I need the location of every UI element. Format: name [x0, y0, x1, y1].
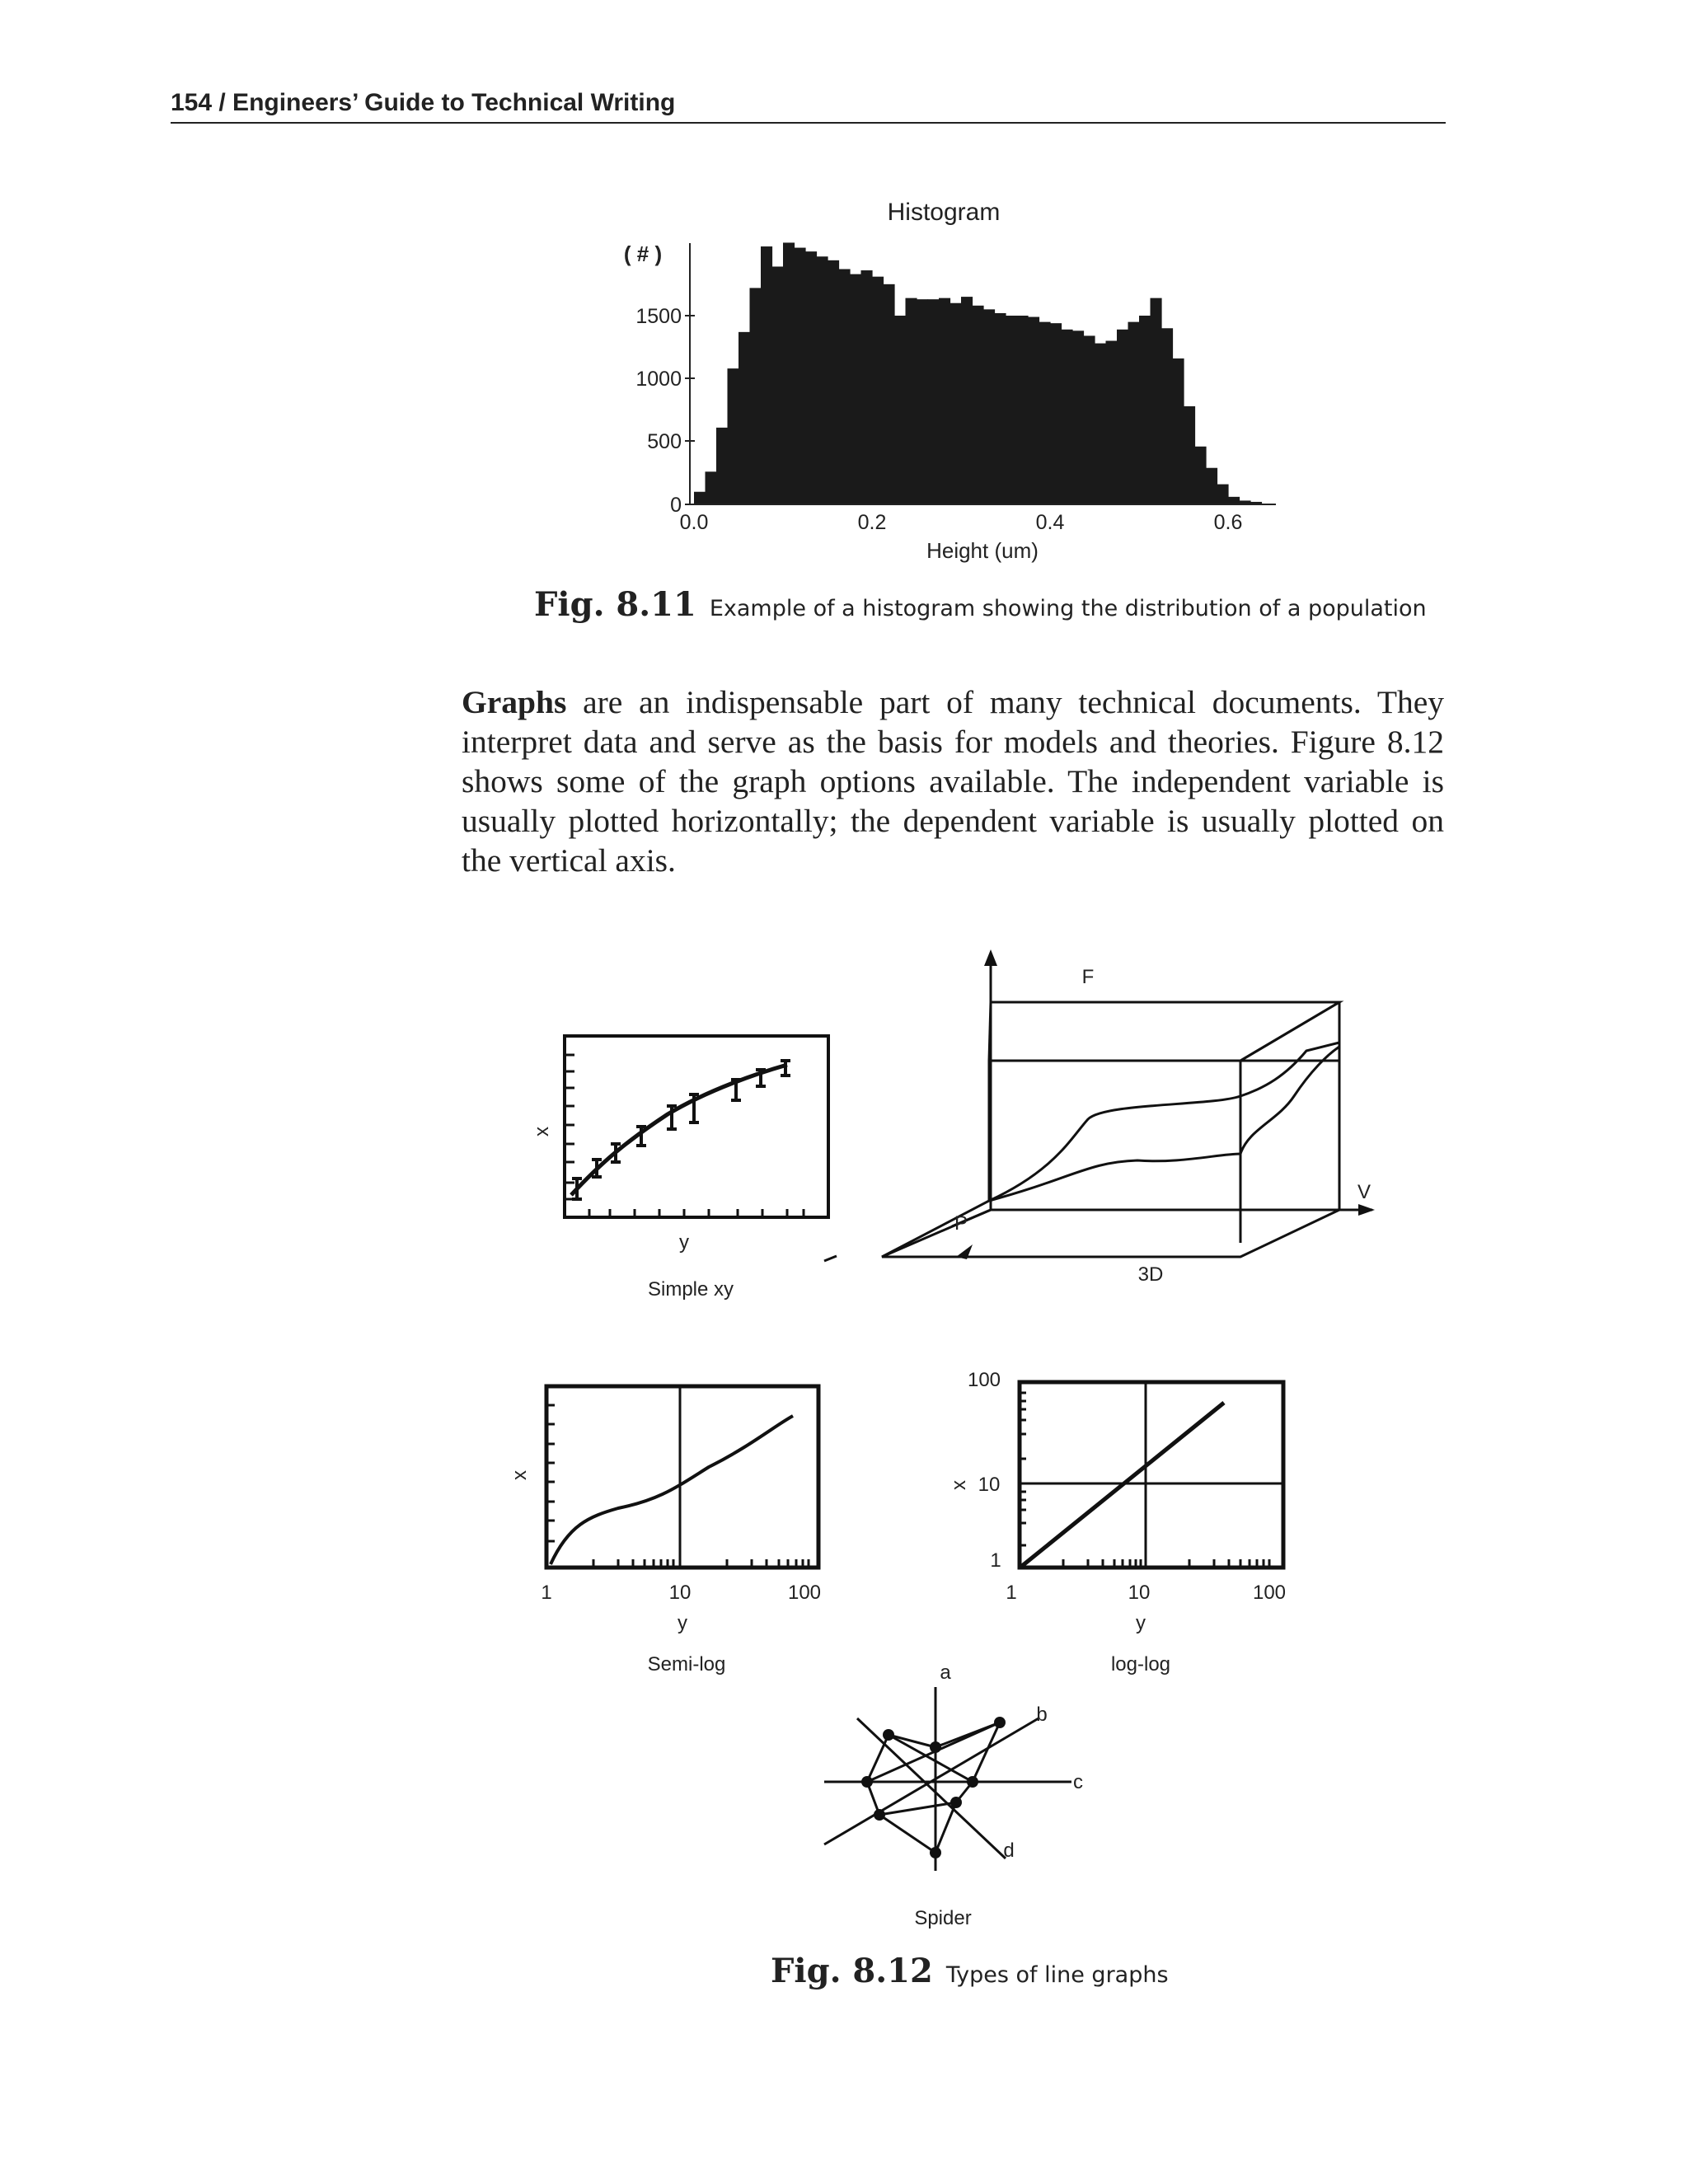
histogram-bar	[850, 274, 861, 504]
histogram-bar	[1039, 322, 1051, 504]
histogram-bar	[884, 284, 895, 504]
histogram-y-unit: ( # )	[623, 241, 663, 266]
log-log-y-label: x	[948, 1480, 970, 1490]
log-log-graph	[948, 1369, 1286, 1675]
histogram-x-tick-label: 0.6	[1213, 511, 1243, 534]
three-d-cube	[991, 1002, 1339, 1109]
histogram-y-ticks	[635, 305, 695, 517]
histogram-bar	[995, 313, 1006, 504]
histogram-bar	[1017, 316, 1029, 504]
histogram-bar	[795, 248, 806, 504]
semi-log-x-tick: 1	[541, 1582, 552, 1604]
three-d-back-face	[991, 1061, 1339, 1210]
histogram-bar	[783, 242, 795, 504]
histogram-title: Histogram	[887, 199, 1001, 226]
paragraph-text: are an indispensable part of many technical documents. They interpret data and serve as the basis for models and theories. Figure 8.12 shows some of the graph options available. The independent variable is usually plotted horizontally; the dependent variable is usually plotted on the vertical axis.	[462, 684, 1444, 879]
log-log-x-tick: 100	[1252, 1582, 1287, 1604]
histogram-bar	[1206, 468, 1217, 504]
page-header	[171, 82, 1446, 124]
simple-xy-error-bars	[572, 1061, 790, 1199]
histogram-bar	[1095, 344, 1106, 504]
spider-graph	[824, 1661, 1083, 1929]
histogram-x-ticks	[680, 511, 1243, 534]
histogram-bar	[1084, 335, 1095, 504]
histogram-bar	[1128, 322, 1140, 504]
histogram-bar	[1151, 298, 1162, 504]
histogram-bar	[761, 246, 772, 504]
three-d-box	[989, 1061, 1339, 1210]
spider-axes	[824, 1687, 1071, 1871]
three-d-wireframe	[882, 1002, 1339, 1257]
histogram-bar	[861, 270, 873, 504]
simple-xy-graph	[531, 1036, 828, 1301]
histogram-bar	[1173, 359, 1184, 504]
histogram-bars	[694, 242, 1262, 504]
semi-log-frame	[546, 1386, 818, 1568]
histogram-bar	[750, 288, 762, 504]
histogram-bar	[872, 277, 884, 504]
three-d-bottom	[882, 1210, 1339, 1257]
log-log-frame	[1020, 1382, 1283, 1568]
log-log-y-tick: 100	[967, 1369, 1001, 1391]
histogram-bar	[1217, 485, 1229, 504]
spider-axis-b: b	[1036, 1704, 1048, 1726]
histogram-x-tick-label: 0.2	[857, 511, 887, 534]
spider-axis-c: c	[1073, 1771, 1083, 1793]
simple-xy-y-label: x	[531, 1127, 553, 1137]
log-log-y-tick: 1	[990, 1549, 1001, 1572]
histogram-y-tick-label: 1500	[635, 305, 682, 328]
histogram-bar	[1062, 330, 1073, 504]
histogram-bar	[828, 260, 839, 504]
line-graph-types-figure	[495, 931, 1426, 1945]
graphs-paragraph	[462, 682, 1444, 880]
histogram-bar	[1228, 497, 1240, 504]
histogram-chart	[593, 185, 1302, 573]
log-log-x-tick: 10	[1128, 1582, 1151, 1604]
semi-log-y-label: x	[509, 1470, 531, 1480]
fig-8-11-text: Example of a histogram showing the distribution of a population	[709, 596, 1427, 621]
histogram-bar	[1072, 330, 1084, 504]
histogram-bar	[716, 428, 728, 504]
semi-log-graph	[509, 1386, 821, 1675]
histogram-bar	[950, 303, 962, 504]
histogram-bar	[1184, 406, 1195, 504]
histogram-bar	[694, 492, 706, 504]
histogram-bar	[939, 298, 950, 504]
semi-log-curve	[551, 1416, 793, 1564]
three-d-caption: 3D	[1137, 1263, 1164, 1286]
histogram-bar	[738, 332, 750, 504]
paragraph-lead: Graphs	[462, 684, 567, 720]
spider-axis-a: a	[940, 1661, 951, 1684]
histogram-bar	[1117, 330, 1128, 504]
histogram-bar	[817, 256, 828, 504]
histogram-bar	[894, 316, 906, 504]
histogram-bar	[1006, 316, 1017, 504]
log-log-x-label: y	[1136, 1612, 1146, 1634]
histogram-bar	[706, 471, 717, 504]
three-d-f-label: F	[1081, 966, 1095, 988]
simple-xy-ticks	[565, 1055, 804, 1217]
simple-xy-frame	[565, 1036, 828, 1217]
fig-8-11-number: Fig. 8.11	[534, 585, 696, 624]
histogram-bar	[928, 299, 940, 504]
histogram-bar	[1028, 317, 1039, 504]
histogram-bar	[983, 309, 995, 504]
simple-xy-curve	[571, 1065, 787, 1195]
histogram-bar	[839, 269, 851, 504]
histogram-bar	[805, 251, 817, 504]
log-log-x-tick: 1	[1006, 1582, 1017, 1604]
three-d-front-frame	[991, 1002, 1339, 1109]
page-header-text: 154 / Engineers’ Guide to Technical Writing	[171, 89, 676, 116]
three-d-v-label: V	[1357, 1181, 1372, 1203]
histogram-bar	[772, 266, 784, 504]
histogram-bar	[1195, 447, 1207, 504]
three-d-p-label: P	[954, 1212, 968, 1235]
histogram-bar	[1161, 328, 1173, 504]
histogram-x-tick-label: 0.4	[1035, 511, 1065, 534]
fig-8-12-caption	[771, 1952, 1169, 1990]
semi-log-caption: Semi-log	[647, 1653, 726, 1675]
semi-log-x-tick: 10	[668, 1582, 692, 1604]
spider-axis-d: d	[1003, 1840, 1015, 1862]
simple-xy-x-label: y	[679, 1231, 689, 1254]
log-log-caption: log-log	[1110, 1653, 1171, 1675]
three-d-lines	[991, 1002, 1339, 1061]
histogram-y-tick-label: 500	[647, 430, 682, 453]
histogram-bar	[1050, 323, 1062, 504]
semi-log-x-label: y	[678, 1612, 687, 1634]
fig-8-11-caption	[534, 585, 1427, 624]
semi-log-x-tick: 100	[787, 1582, 822, 1604]
simple-xy-caption: Simple xy	[647, 1278, 734, 1301]
histogram-bar	[973, 306, 984, 504]
fig-8-12-number: Fig. 8.12	[771, 1952, 933, 1990]
fig-8-12-text: Types of line graphs	[945, 1962, 1169, 1988]
histogram-y-tick-label: 0	[670, 494, 682, 517]
spider-caption: Spider	[914, 1907, 972, 1929]
histogram-bar	[961, 297, 973, 504]
histogram-x-tick-label: 0.0	[679, 511, 709, 534]
histogram-bar	[728, 368, 739, 504]
histogram-bar	[917, 299, 928, 504]
histogram-bar	[906, 298, 917, 504]
histogram-x-label: Height (um)	[926, 538, 1039, 563]
histogram-y-tick-label: 1000	[635, 368, 682, 391]
three-d-graph	[824, 949, 1375, 1261]
histogram-bar	[1106, 341, 1118, 504]
log-log-y-tick: 10	[978, 1474, 1001, 1496]
histogram-bar	[1139, 316, 1151, 504]
